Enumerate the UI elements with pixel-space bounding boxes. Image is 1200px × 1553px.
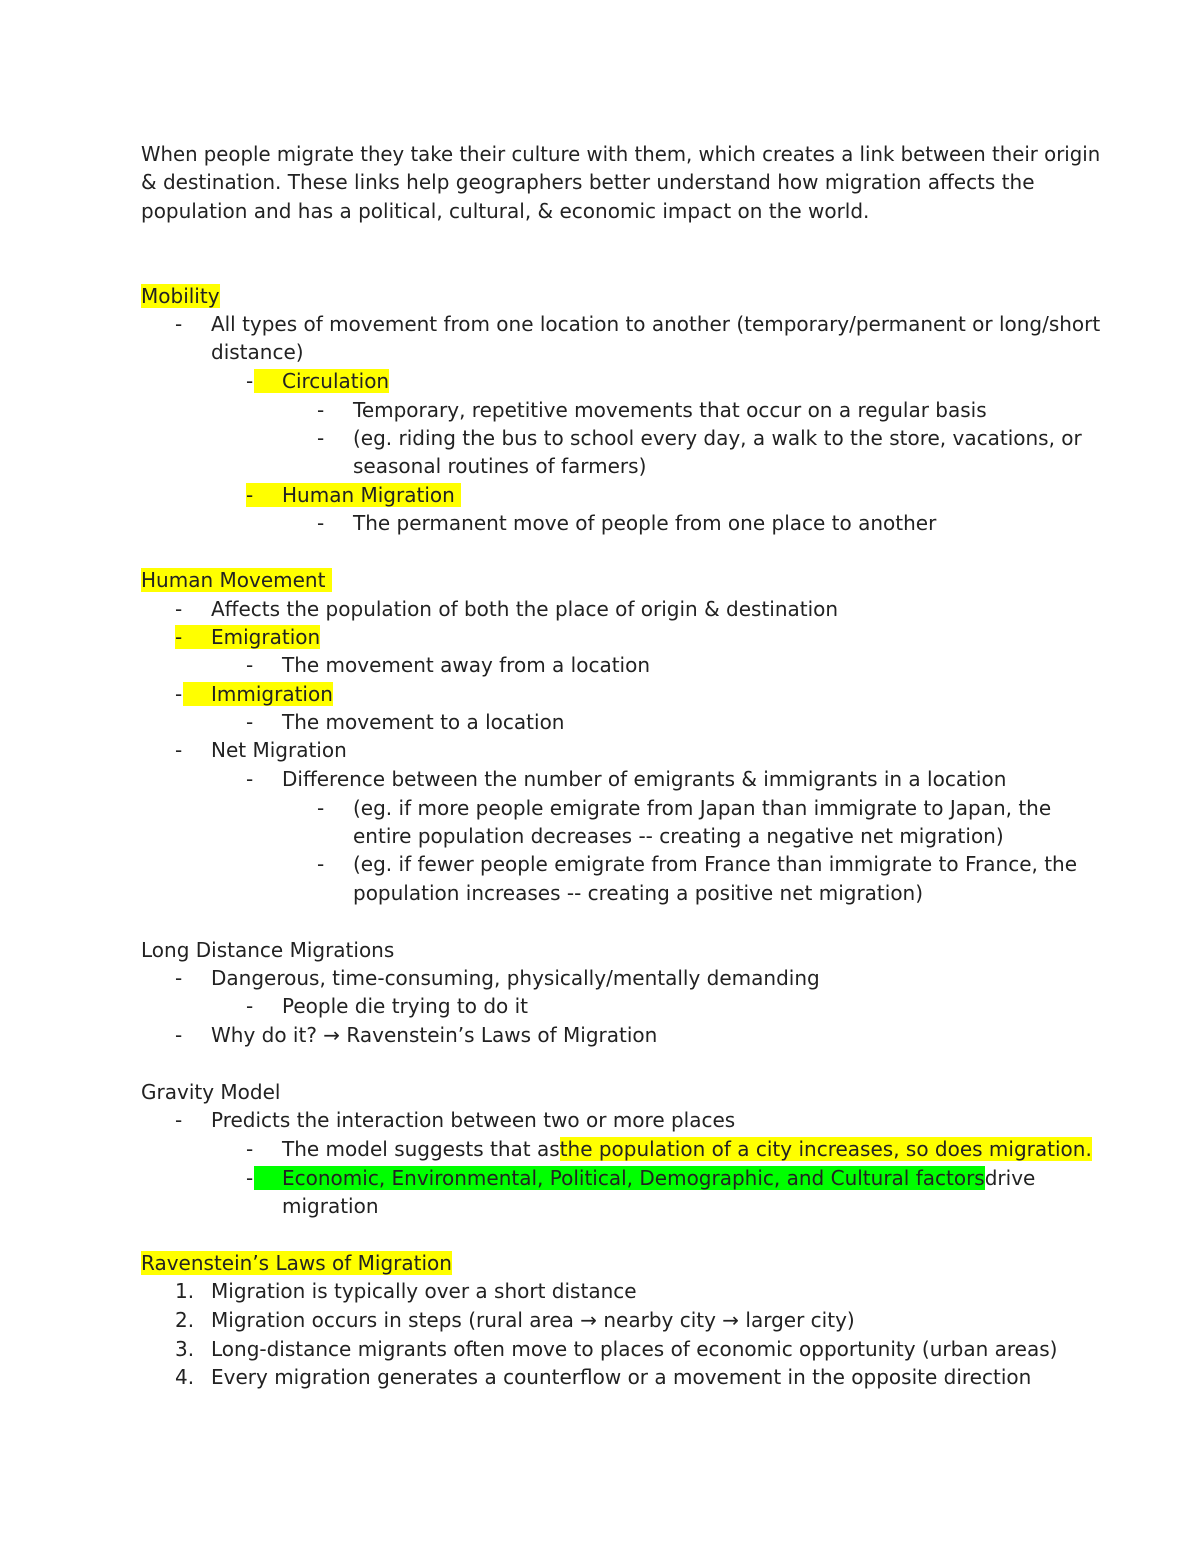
- bullet-dash: -: [175, 682, 183, 706]
- list-item-text: Every migration generates a counterflow or a movement in the opposite direction: [211, 1365, 1032, 1389]
- list-item-text: Long-distance migrants often move to places of economic opportunity (urban areas): [211, 1337, 1058, 1361]
- human-migration-label: Human Migration: [282, 483, 455, 507]
- list-item-text: Dangerous, time-consuming, physically/mentally demanding: [211, 966, 820, 990]
- list-item-text: The permanent move of people from one place to another: [353, 511, 937, 535]
- mobility-heading: Mobility: [141, 284, 220, 308]
- ravenstein-heading: Ravenstein’s Laws of Migration: [141, 1251, 452, 1275]
- section-heading-gravity-model: Gravity Model: [141, 1080, 281, 1104]
- list-number: 1.: [175, 1279, 195, 1303]
- list-item: [317, 850, 1077, 878]
- list-item: [175, 310, 1100, 338]
- list-item-continuation: population increases -- creating a positive net migration): [353, 881, 924, 905]
- bullet-dash: -: [246, 710, 254, 734]
- list-item-circulation: [246, 367, 389, 395]
- bullet-dash: -: [246, 483, 254, 507]
- bullet-dash: -: [175, 966, 183, 990]
- immigration-label: Immigration: [183, 682, 333, 706]
- bullet-dash: -: [246, 1166, 254, 1190]
- list-number: 4.: [175, 1365, 195, 1389]
- list-number: 3.: [175, 1337, 195, 1361]
- list-item-text: Migration is typically over a short distance: [211, 1279, 637, 1303]
- human-movement-heading: Human Movement: [141, 568, 326, 592]
- bullet-dash: -: [246, 653, 254, 677]
- list-item-text: (eg. riding the bus to school every day, a walk to the store, vacations, or: [353, 426, 1082, 450]
- section-heading-human-movement: [141, 566, 332, 594]
- list-item: [246, 708, 564, 736]
- list-item-text: The movement to a location: [282, 710, 565, 734]
- list-item: [246, 1135, 1092, 1163]
- bullet-dash: -: [246, 767, 254, 791]
- numbered-item: [175, 1277, 637, 1305]
- bullet-dash: -: [175, 738, 183, 762]
- numbered-item: [175, 1335, 1057, 1363]
- list-item-immigration: [175, 680, 333, 708]
- bullet-dash: -: [175, 625, 183, 649]
- circulation-label: Circulation: [254, 369, 389, 393]
- bullet-dash: -: [317, 426, 325, 450]
- section-heading-ravenstein: [141, 1249, 452, 1277]
- list-item: [175, 1021, 657, 1049]
- list-item-text: Migration occurs in steps (rural area → nearby city → larger city): [211, 1308, 855, 1332]
- bullet-dash: -: [175, 312, 183, 336]
- list-item: [246, 651, 650, 679]
- net-migration-label: Net Migration: [211, 738, 347, 762]
- list-item-continuation: migration: [282, 1194, 379, 1218]
- list-item-human-migration: [246, 481, 461, 509]
- bullet-dash: -: [317, 398, 325, 422]
- intro-line-3: population and has a political, cultural, & economic impact on the world.: [141, 199, 870, 223]
- bullet-dash: -: [317, 511, 325, 535]
- list-item-text: Difference between the number of emigrants & immigrants in a location: [282, 767, 1007, 791]
- numbered-item: [175, 1363, 1031, 1391]
- list-number: 2.: [175, 1308, 195, 1332]
- bullet-dash: -: [246, 369, 254, 393]
- list-item: [175, 964, 820, 992]
- list-item-net-migration: [175, 736, 347, 764]
- bullet-dash: -: [175, 1023, 183, 1047]
- numbered-item: [175, 1306, 855, 1334]
- section-heading-long-distance: Long Distance Migrations: [141, 938, 395, 962]
- list-item-text: The model suggests that as: [282, 1137, 560, 1161]
- list-item-continuation: seasonal routines of farmers): [353, 454, 647, 478]
- emigration-label: Emigration: [211, 625, 321, 649]
- list-item-continuation: distance): [211, 340, 304, 364]
- list-item: [175, 1106, 735, 1134]
- section-heading-mobility: [141, 282, 220, 310]
- list-item: [246, 992, 528, 1020]
- list-item-continuation: entire population decreases -- creating a negative net migration): [353, 824, 1004, 848]
- list-item: [317, 424, 1082, 452]
- list-item-text: The movement away from a location: [282, 653, 651, 677]
- intro-line-1: When people migrate they take their culture with them, which creates a link between their origin: [141, 142, 1101, 166]
- list-item-text: Affects the population of both the place of origin & destination: [211, 597, 839, 621]
- list-item-text: Predicts the interaction between two or more places: [211, 1108, 736, 1132]
- bullet-dash: -: [246, 1137, 254, 1161]
- highlighted-text: the population of a city increases, so does migration.: [559, 1137, 1092, 1161]
- list-item: [317, 509, 936, 537]
- list-item: [317, 794, 1051, 822]
- list-item-text: Temporary, repetitive movements that occur on a regular basis: [353, 398, 987, 422]
- highlighted-text: Economic, Environmental, Political, Demographic, and Cultural factors: [254, 1166, 985, 1190]
- list-item-text: People die trying to do it: [282, 994, 529, 1018]
- bullet-dash: -: [175, 1108, 183, 1132]
- bullet-dash: -: [246, 994, 254, 1018]
- list-item-emigration: [175, 623, 320, 651]
- list-item-text: All types of movement from one location to another (temporary/permanent or long/short: [210, 312, 1101, 336]
- list-item-text: drive: [984, 1166, 1036, 1190]
- list-item: [175, 595, 838, 623]
- bullet-dash: -: [317, 796, 325, 820]
- intro-line-2: & destination. These links help geographers better understand how migration affects the: [141, 170, 1035, 194]
- list-item: [246, 1164, 1035, 1192]
- list-item: [317, 396, 987, 424]
- list-item-text: Why do it? → Ravenstein’s Laws of Migration: [211, 1023, 658, 1047]
- list-item-text: (eg. if more people emigrate from Japan than immigrate to Japan, the: [353, 796, 1052, 820]
- list-item-text: (eg. if fewer people emigrate from France than immigrate to France, the: [353, 852, 1078, 876]
- bullet-dash: -: [175, 597, 183, 621]
- bullet-dash: -: [317, 852, 325, 876]
- list-item: [246, 765, 1006, 793]
